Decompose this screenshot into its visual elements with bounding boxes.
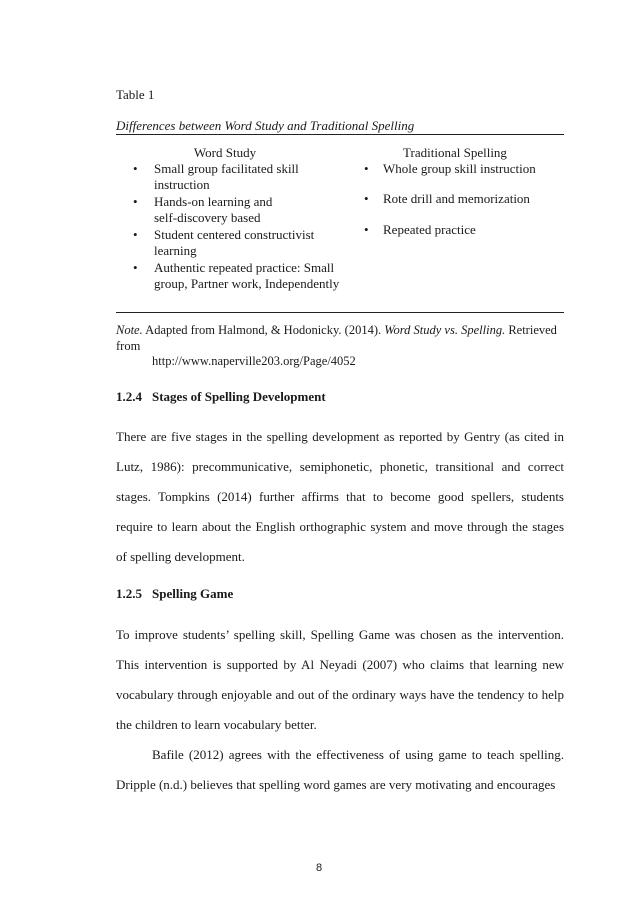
section-number: 1.2.4 xyxy=(116,389,142,404)
paragraph: To improve students’ spelling skill, Spelling Game was chosen as the intervention. This intervention is supported by Al Neyadi (2007) who claims that learning new vocabulary through enjoyable and out of the ordinary ways have the tendency to help the children to learn vocabulary better. xyxy=(116,627,564,732)
section-title: Stages of Spelling Development xyxy=(152,389,326,404)
list-item: • Small group facilitated skill instruction xyxy=(133,161,299,192)
list-item: • Rote drill and memorization xyxy=(364,191,530,206)
table-title: Differences between Word Study and Traditional Spelling xyxy=(116,118,415,133)
bullet-icon: • xyxy=(133,227,138,242)
section-title: Spelling Game xyxy=(152,586,234,601)
list-item: • Repeated practice xyxy=(364,222,476,237)
bullet-icon: • xyxy=(364,222,369,237)
section-heading xyxy=(116,389,326,405)
bullet-icon: • xyxy=(133,260,138,275)
table-bottom-rule xyxy=(116,312,564,313)
note-source-title: Word Study vs. Spelling. xyxy=(384,323,506,337)
section-heading xyxy=(116,586,233,602)
paragraph: Bafile (2012) agrees with the effectiveness of using game to teach spelling. Dripple (n.d.) believes that spelling word games are very motivating and encourages xyxy=(116,747,564,792)
list-item: • Hands-on learning and self-discovery based xyxy=(133,194,273,225)
page-number: 8 xyxy=(315,862,323,874)
column-header-traditional-spelling: Traditional Spelling xyxy=(403,145,507,160)
table-label: Table 1 xyxy=(116,87,155,102)
section-number: 1.2.5 xyxy=(116,586,142,601)
word-study-list xyxy=(117,161,341,293)
table-note: Note. Adapted from Halmond, & Hodonicky. (2014). Word Study vs. Spelling. Retrieved from http://www.naperville203.org/Page/4052 xyxy=(116,323,564,370)
table-top-rule xyxy=(116,134,564,135)
bullet-icon: • xyxy=(133,194,138,209)
list-item: • Student centered constructivist learning xyxy=(133,227,315,258)
list-item: • Authentic repeated practice: Small group, Partner work, Independently xyxy=(133,260,340,291)
note-label: Note. xyxy=(116,323,143,337)
bullet-icon: • xyxy=(364,161,369,176)
list-item: • Whole group skill instruction xyxy=(364,161,536,176)
bullet-icon: • xyxy=(364,191,369,206)
note-url: http://www.naperville203.org/Page/4052 xyxy=(152,354,356,368)
paragraph: There are five stages in the spelling development as reported by Gentry (as cited in Lutz, 1986): precommunicative, semiphonetic, phonetic, transitional and correct stages. Tompkins (2014) further affirms that to become good spellers, students require to learn about the English orthographic system and move through the stages of spelling development. xyxy=(116,429,564,564)
bullet-icon: • xyxy=(133,161,138,176)
column-header-word-study: Word Study xyxy=(193,145,257,160)
